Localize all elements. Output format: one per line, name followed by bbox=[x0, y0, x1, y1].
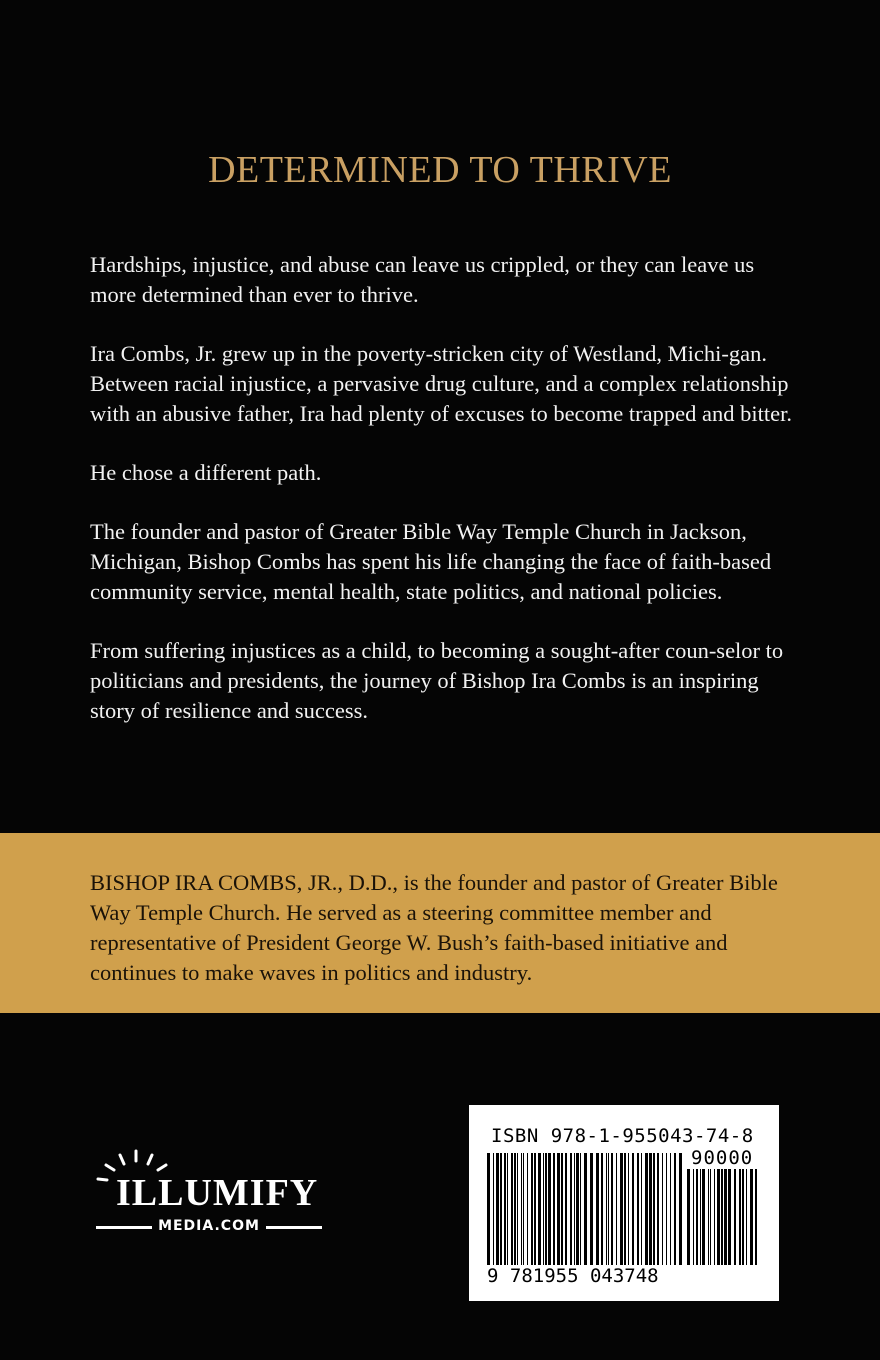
barcode-bar bbox=[511, 1153, 513, 1265]
publisher-website: MEDIA.COM bbox=[158, 1218, 260, 1234]
blurb-paragraph-5: From suffering injustices as a child, to becoming a sought-after coun-selor to politicians and presidents, the journey of Bishop Ira Combs is an inspiring story of resilience and success. bbox=[90, 638, 784, 723]
barcode-digits: 9 781955 043748 bbox=[487, 1265, 659, 1287]
barcode-bar bbox=[580, 1153, 581, 1265]
barcode-bar bbox=[576, 1153, 579, 1265]
barcode-bar bbox=[632, 1153, 634, 1265]
barcode-bar bbox=[608, 1153, 609, 1265]
barcode-bar bbox=[637, 1153, 639, 1265]
barcode-bar bbox=[649, 1153, 652, 1265]
barcode-bar bbox=[679, 1153, 682, 1265]
blurb-paragraph-4: The founder and pastor of Greater Bible Way Temple Church in Jackson, Michigan, Bishop Combs has spent his life changing the face of faith-based community service, mental health, state politics, and national policies. bbox=[90, 519, 772, 604]
barcode-bar bbox=[570, 1153, 572, 1265]
barcode-bar bbox=[561, 1153, 563, 1265]
barcode-bar bbox=[662, 1153, 663, 1265]
barcode-bar bbox=[596, 1153, 599, 1265]
barcode-bar bbox=[531, 1153, 533, 1265]
addon-barcode-bars bbox=[687, 1169, 759, 1265]
barcode-bar bbox=[543, 1153, 544, 1265]
publisher-name: ILLUMIFY bbox=[116, 1172, 319, 1214]
barcode-bar bbox=[628, 1153, 629, 1265]
barcode-bars bbox=[487, 1153, 683, 1265]
book-title: DETERMINED TO THRIVE bbox=[208, 149, 672, 191]
barcode-bar bbox=[590, 1153, 593, 1265]
barcode-bar bbox=[557, 1153, 560, 1265]
barcode-bar bbox=[653, 1153, 655, 1265]
barcode-bar bbox=[601, 1153, 603, 1265]
barcode-bar bbox=[724, 1169, 727, 1265]
barcode-bar bbox=[739, 1169, 741, 1265]
barcode-bar bbox=[534, 1153, 536, 1265]
barcode-bar bbox=[714, 1169, 715, 1265]
barcode-bar bbox=[641, 1153, 642, 1265]
publisher-logo bbox=[96, 1145, 326, 1240]
barcode-bar bbox=[611, 1153, 613, 1265]
barcode-bar bbox=[496, 1153, 499, 1265]
barcode-bar bbox=[700, 1169, 701, 1265]
barcode-bar bbox=[504, 1153, 506, 1265]
barcode-bar bbox=[507, 1153, 508, 1265]
barcode-bar bbox=[527, 1153, 528, 1265]
blurb-paragraph-2: Ira Combs, Jr. grew up in the poverty-stricken city of Westland, Michi-gan. Between racial injustice, a pervasive drug culture, and a complex relationship with an abusive father, Ira had plenty of excuses to become trapped and bitter. bbox=[90, 341, 792, 426]
blurb-paragraph-3: He chose a different path. bbox=[90, 460, 322, 485]
barcode-bar bbox=[545, 1153, 547, 1265]
barcode-bar bbox=[666, 1153, 667, 1265]
barcode-bar bbox=[553, 1153, 555, 1265]
barcode-bar bbox=[657, 1153, 659, 1265]
barcode-bar bbox=[750, 1169, 753, 1265]
barcode-bar bbox=[734, 1169, 736, 1265]
barcode-bar bbox=[548, 1153, 551, 1265]
barcode-bar bbox=[514, 1153, 516, 1265]
barcode-bar bbox=[523, 1153, 524, 1265]
barcode-bar bbox=[742, 1169, 744, 1265]
barcode-bar bbox=[708, 1169, 709, 1265]
barcode-bar bbox=[710, 1169, 711, 1265]
barcode-bar bbox=[755, 1169, 757, 1265]
barcode-bar bbox=[674, 1153, 676, 1265]
back-cover-blurb bbox=[90, 250, 800, 755]
barcode-bar bbox=[487, 1153, 490, 1265]
author-bio: BISHOP IRA COMBS, JR., D.D., is the founder and pastor of Greater Bible Way Temple Church. He served as a steering committee member and representative of President George W. Bush’s faith-based initiative and continues to make waves in politics and industry. bbox=[90, 870, 778, 985]
barcode-bar bbox=[696, 1169, 698, 1265]
barcode-bar bbox=[624, 1153, 626, 1265]
barcode-bar bbox=[606, 1153, 607, 1265]
barcode-bar bbox=[702, 1169, 705, 1265]
barcode-bar bbox=[517, 1153, 518, 1265]
author-bio-band bbox=[0, 833, 880, 1013]
barcode-bar bbox=[521, 1153, 522, 1265]
barcode-bar bbox=[670, 1153, 671, 1265]
barcode-bar bbox=[746, 1169, 747, 1265]
price-code: 90000 bbox=[691, 1147, 754, 1169]
barcode-bar bbox=[721, 1169, 723, 1265]
barcode-bar bbox=[538, 1153, 541, 1265]
logo-rule-right bbox=[266, 1226, 322, 1229]
barcode-bar bbox=[493, 1153, 494, 1265]
barcode-bar bbox=[693, 1169, 694, 1265]
barcode-bar bbox=[500, 1153, 502, 1265]
barcode-bar bbox=[574, 1153, 575, 1265]
barcode-bar bbox=[728, 1169, 731, 1265]
blurb-paragraph-1: Hardships, injustice, and abuse can leave us crippled, or they can leave us more determined than ever to thrive. bbox=[90, 252, 755, 307]
barcode-bar bbox=[616, 1153, 617, 1265]
isbn-barcode bbox=[469, 1105, 779, 1301]
barcode-bar bbox=[687, 1169, 690, 1265]
isbn-label: ISBN 978-1-955043-74-8 bbox=[491, 1125, 754, 1147]
barcode-bar bbox=[584, 1153, 587, 1265]
barcode-bar bbox=[620, 1153, 623, 1265]
barcode-bar bbox=[645, 1153, 648, 1265]
barcode-bar bbox=[717, 1169, 720, 1265]
barcode-bar bbox=[565, 1153, 567, 1265]
